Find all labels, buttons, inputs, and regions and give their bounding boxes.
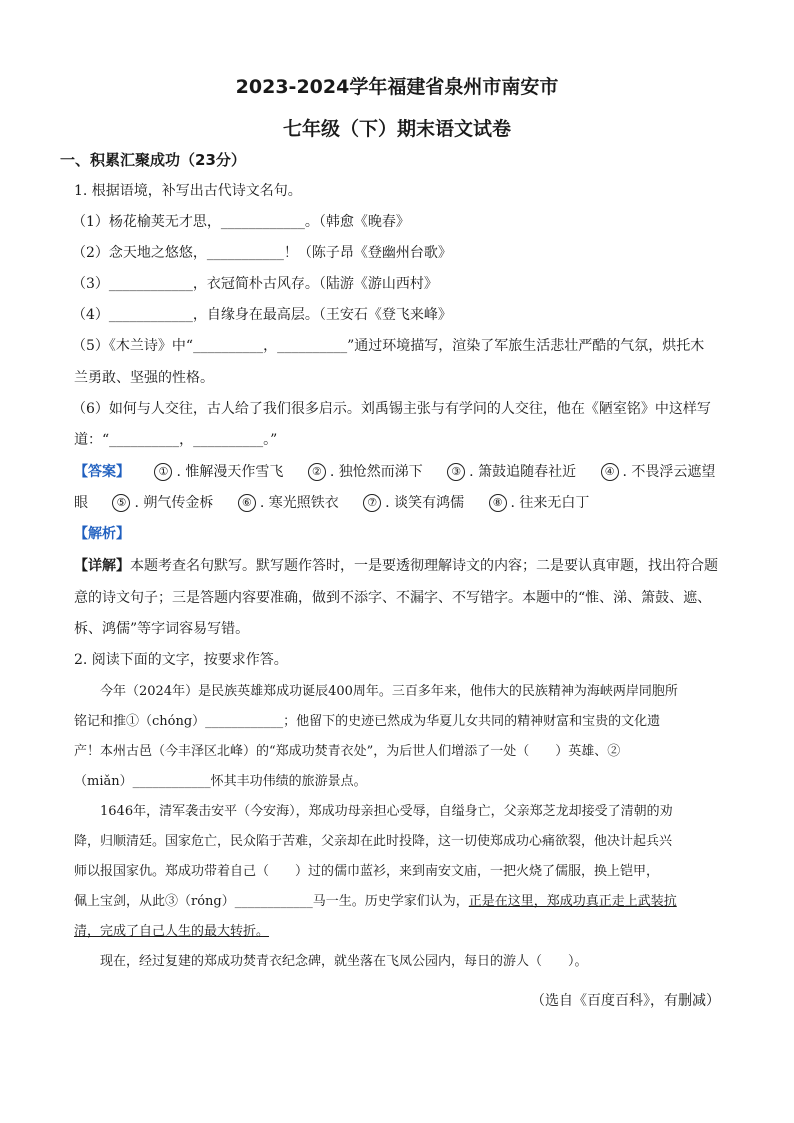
passage-line: （miǎn）____________怀其丰功伟绩的旅游景点。 [74, 774, 367, 789]
answer-number: ⑧ [489, 494, 507, 512]
reading-passage [74, 677, 722, 977]
answer-item [238, 493, 339, 513]
passage-line [74, 917, 722, 947]
answer-item [363, 493, 464, 513]
answer-item [112, 493, 213, 513]
underlined-sentence-cont: 清，完成了自己人生的最大转折。 [74, 924, 270, 939]
underlined-sentence: 正是在这里，郑成功真正走上武装抗 [468, 894, 677, 909]
answer-item [601, 462, 716, 482]
exam-title-line2: 七年级（下）期末语文试卷 [282, 118, 511, 140]
answer-text: . 不畏浮云遮望 [622, 464, 716, 480]
answer-line-2 [74, 493, 589, 513]
answer-text: . 箫鼓追随春社近 [469, 464, 577, 480]
answer-number: ⑤ [112, 494, 130, 512]
q1-item-4: （4）____________，自缘身在最高层。（王安石《登飞来峰》 [72, 307, 452, 323]
answer-number: ④ [601, 463, 619, 481]
detail-line-3: 柝、鸿儒”等字词容易写错。 [74, 621, 250, 637]
question-2-prompt: 2. 阅读下面的文字，按要求作答。 [74, 652, 288, 668]
passage-line: 现在，经过复建的郑成功焚青衣纪念碑，就坐落在飞凤公园内，每日的游人（ ）。 [74, 954, 588, 969]
answer-text: . 独怆然而涕下 [329, 464, 423, 480]
answer-text: . 朔气传金柝 [134, 495, 214, 511]
q1-item-3: （3）____________，衣冠简朴古风存。（陆游《游山西村》 [72, 276, 438, 292]
answer-number: ② [308, 463, 326, 481]
answer-item [447, 462, 576, 482]
answer-number: ⑦ [363, 494, 381, 512]
answer-line-1 [74, 462, 715, 482]
answer-label: 【答案】 [74, 464, 130, 480]
passage-line: 师以报国家仇。郑成功带着自己（ ）过的儒巾蓝衫，来到南安文庙，一把火烧了儒服，换上铠甲， [74, 864, 660, 879]
q1-item-5: （5）《木兰诗》中“__________，__________”通过环境描写，渲染了军旅生活悲壮严酷的气氛，烘托木 [72, 338, 705, 354]
answer-continuation: 眼 [74, 495, 88, 511]
analysis-label: 【解析】 [74, 526, 130, 542]
answer-number: ③ [447, 463, 465, 481]
q1-item-6-cont: 道：“__________，__________。” [74, 432, 278, 448]
passage-source: （选自《百度百科》，有删减） [531, 993, 720, 1009]
q1-item-1: （1）杨花榆荚无才思，____________。（韩愈《晚春》 [72, 214, 410, 230]
answer-text: . 往来无白丁 [510, 495, 590, 511]
detail-line-1 [74, 556, 718, 576]
section-heading: 一、积累汇聚成功（23分） [60, 151, 246, 169]
passage-line: 1646年，清军袭击安平（今安海），郑成功母亲担心受辱，自缢身亡，父亲郑芝龙却接受了清朝的劝 [74, 804, 673, 819]
answer-item [489, 493, 590, 513]
passage-line: 产！本州古邑（今丰泽区北峰）的“郑成功焚青衣处”，为后世人们增添了一处（ ）英雄、② [74, 744, 621, 759]
passage-line: 今年（2024年）是民族英雄郑成功诞辰400周年。三百多年来，他伟大的民族精神为海峡两岸同胞所 [74, 684, 678, 699]
detail-text: 本题考查名句默写。默写题作答时，一是要透彻理解诗文的内容；二是要认真审题，找出符合题 [130, 558, 718, 574]
answer-number: ⑥ [238, 494, 256, 512]
question-1-prompt: 1. 根据语境，补写出古代诗文名句。 [74, 183, 302, 199]
answer-item [308, 462, 423, 482]
exam-title-line1: 2023-2024学年福建省泉州市南安市 [235, 76, 559, 98]
answer-text: . 谈笑有鸿儒 [385, 495, 465, 511]
passage-line: 降，归顺清廷。国家危亡，民众陷于苦难，父亲却在此时投降，这一切使郑成功心痛欲裂，他决计起兵兴 [74, 834, 673, 849]
answer-text: . 惟解漫天作雪飞 [176, 464, 284, 480]
passage-line: 铭记和推①（chóng）____________；他留下的史迹已然成为华夏儿女共同的精神财富和宝贵的文化遗 [74, 714, 661, 729]
q1-item-5-cont: 兰勇敢、坚强的性格。 [74, 370, 214, 386]
q1-item-2: （2）念天地之悠悠，___________！（陈子昂《登幽州台歌》 [72, 245, 452, 261]
passage-text: 佩上宝剑，从此③（róng）____________马一生。历史学家们认为， [74, 894, 469, 909]
answer-number: ① [154, 463, 172, 481]
detail-line-2: 意的诗文句子；三是答题内容要准确，做到不添字、不漏字、不写错字。本题中的“惟、涕、箫鼓、遮、 [74, 590, 712, 606]
passage-line [74, 887, 722, 917]
q1-item-6: （6）如何与人交往，古人给了我们很多启示。刘禹锡主张与有学问的人交往，他在《陋室铭》中这样写 [72, 401, 711, 417]
answer-item [154, 462, 283, 482]
answer-text: . 寒光照铁衣 [259, 495, 339, 511]
detail-label: 【详解】 [74, 558, 130, 574]
